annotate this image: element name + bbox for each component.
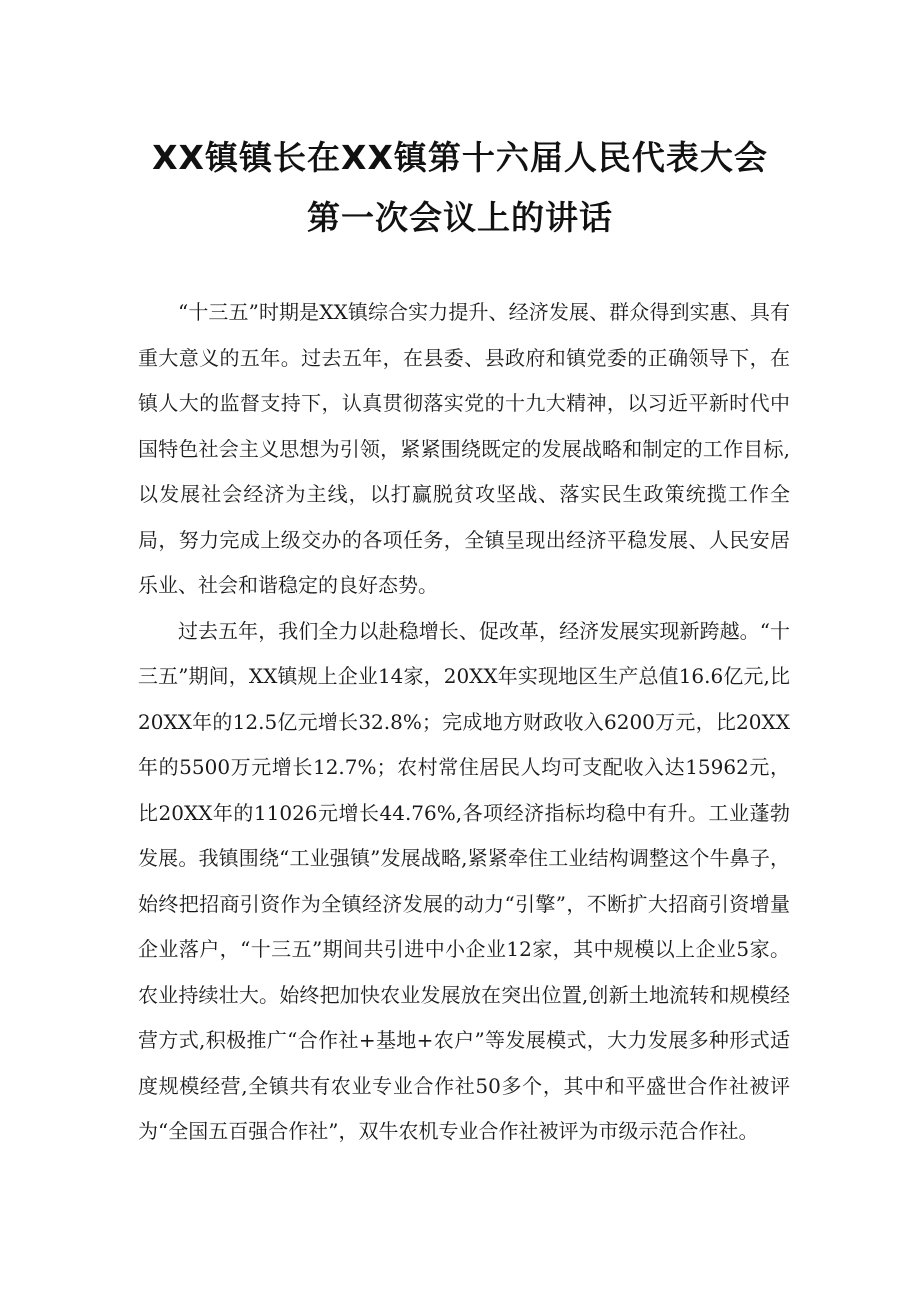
title-line-1: XX镇镇长在XX镇第十六届人民代表大会 [152, 138, 768, 177]
title-line-2: 第一次会议上的讲话 [307, 198, 613, 237]
paragraph-1: “十三五”时期是XX镇综合实力提升、经济发展、群众得到实惠、具有重大意义的五年。过去五年，在县委、县政府和镇党委的正确领导下，在镇人大的监督支持下，认真贯彻落实党的十九大精神，以习近平新时代中国特色社会主义思想为引领，紧紧围绕既定的发展战略和制定的工作目标,以发展社会经济为主线，以打赢脱贫攻坚战、落实民生政策统揽工作全局，努力完成上级交办的各项任务，全镇呈现出经济平稳发展、人民安居乐业、社会和谐稳定的良好态势。 [138, 300, 790, 597]
document-title [0, 128, 920, 248]
paragraph-2: 过去五年，我们全力以赴稳增长、促改革，经济发展实现新跨越。“十三五”期间，XX镇规上企业14家，20XX年实现地区生产总值16.6亿元,比20XX年的12.5亿元增长32.8%；完成地方财政收入6200万元，比20XX年的5500万元增长12.7%；农村常住居民人均可支配收入达15962元，比20XX年的11026元增长44.76%,各项经济指标均稳中有升。工业蓬勃发展。我镇围绕“工业强镇”发展战略,紧紧牵住工业结构调整这个牛鼻子，始终把招商引资作为全镇经济发展的动力“引擎”，不断扩大招商引资增量企业落户，“十三五”期间共引进中小企业12家，其中规模以上企业5家。农业持续壮大。始终把加快农业发展放在突出位置,创新土地流转和规模经营方式,积极推广“合作社+基地+农户”等发展模式，大力发展多种形式适度规模经营,全镇共有农业专业合作社50多个，其中和平盛世合作社被评为“全国五百强合作社”，双牛农机专业合作社被评为市级示范合作社。 [138, 618, 790, 1143]
document-body [138, 290, 790, 1155]
